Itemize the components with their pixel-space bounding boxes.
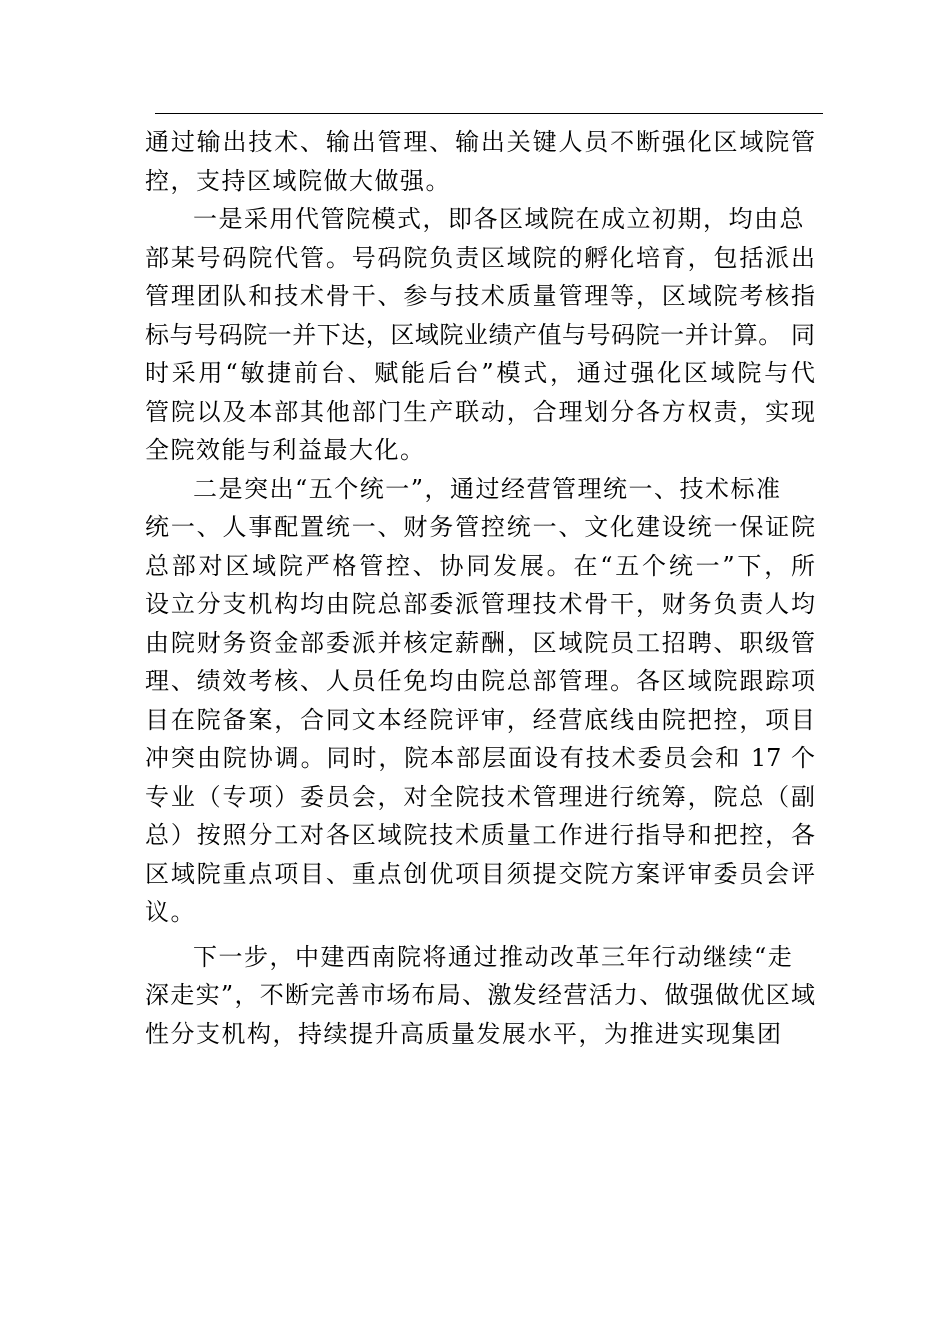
text-line: 标与号码院一并下达，区域院业绩产值与号码院一并计算。 同 [145,320,815,349]
text-line: 深走实”，不断完善市场布局、激发经营活力、做强做优区域 [145,981,815,1009]
text-line: 区域院重点项目、重点创优项目须提交院方案评审委员会评 [145,859,815,888]
text-line: 一是采用代管院模式，即各区域院在成立初期，均由总 [193,205,805,233]
text-line: 二是突出“五个统一”，通过经营管理统一、技术标准 [193,474,782,503]
text-line: 管院以及本部其他部门生产联动，合理划分各方权责，实现 [145,397,815,426]
text-line: 部某号码院代管。号码院负责区域院的孵化培育，包括派出 [145,243,815,272]
text-line: 时采用“敏捷前台、赋能后台”模式，通过强化区域院与代 [145,359,815,387]
text-line: 下一步，中建西南院将通过推动改革三年行动继续“走 [193,942,794,971]
text-line: 由院财务资金部委派并核定薪酬，区域院员工招聘、职级管 [145,628,815,657]
text-line: 专业（专项）委员会，对全院技术管理进行统筹，院总（副 [145,782,815,811]
text-line: 目在院备案，合同文本经院评审，经营底线由院把控，项目 [145,705,815,734]
text-line: 总）按照分工对各区域院技术质量工作进行指导和把控，各 [145,821,815,849]
text-line: 总部对区域院严格管控、协同发展。在“五个统一”下，所 [145,551,815,580]
body-text [145,123,815,1053]
text-line: 理、绩效考核、人员任免均由院总部管理。各区域院跟踪项 [145,667,815,695]
text-line: 性分支机构，持续提升高质量发展水平，为推进实现集团 [145,1019,783,1048]
text-line: 议。 [145,898,196,926]
text-line: 统一、人事配置统一、财务管控统一、文化建设统一保证院 [145,513,815,541]
text-line: 通过输出技术、输出管理、输出关键人员不断强化区域院管 [145,128,815,156]
header-rule [155,113,823,114]
text-line: 设立分支机构均由院总部委派管理技术骨干，财务负责人均 [145,590,815,618]
text-line: 冲突由院协调。同时，院本部层面设有技术委员会和 17 个 [145,744,815,772]
text-line: 全院效能与利益最大化。 [145,436,426,464]
text-line: 控，支持区域院做大做强。 [145,166,451,195]
text-line: 管理团队和技术骨干、参与技术质量管理等，区域院考核指 [145,282,815,310]
